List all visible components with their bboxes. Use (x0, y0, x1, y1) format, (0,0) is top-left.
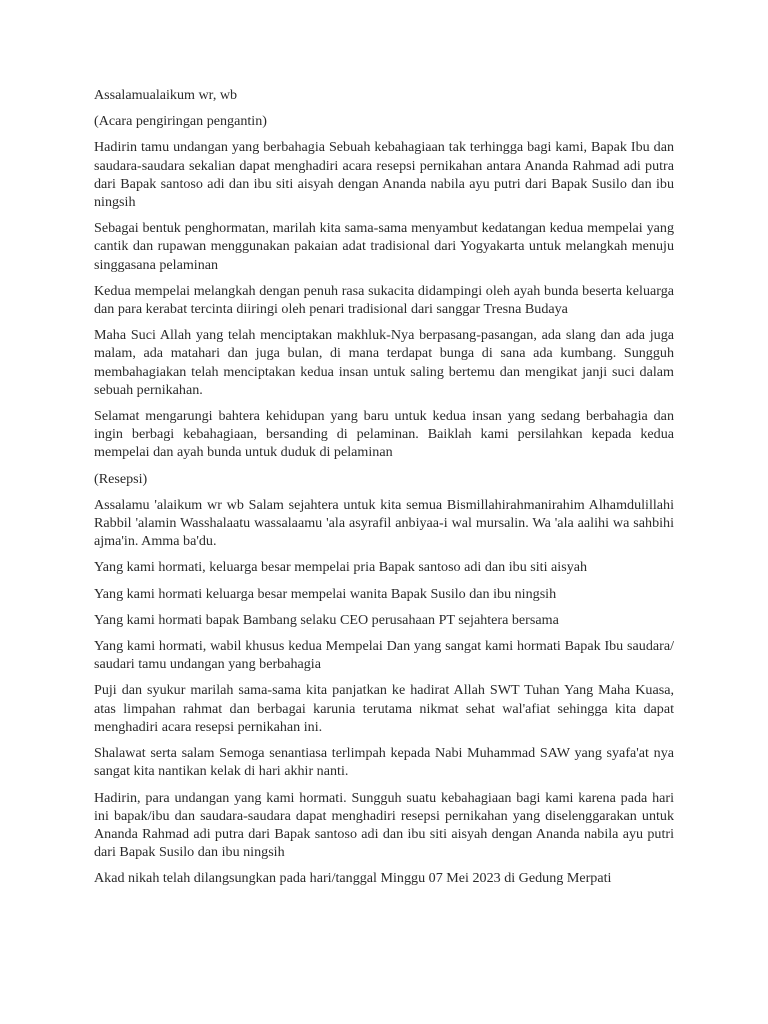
paragraph-respect-guests: Yang kami hormati, wabil khusus kedua Mempelai Dan yang sangat kami hormati Bapak Ibu saudara/ saudari tamu undangan yang berbahagia (94, 638, 674, 673)
paragraph-shalawat: Shalawat serta salam Semoga senantiasa terlimpah kepada Nabi Muhammad SAW yang syafa'at nya sangat kita nantikan kelak di hari akhir nanti. (94, 745, 674, 780)
paragraph-section-procession: (Acara pengiringan pengantin) (94, 113, 267, 130)
paragraph-congratulations: Selamat mengarungi bahtera kehidupan yang baru untuk kedua insan yang sedang berbahagia dan ingin berbagi kebahagiaan, bersanding di pelaminan. Baiklah kami persilahkan kepada kedua mempelai dan ayah bunda untuk duduk di pelaminan (94, 408, 674, 461)
paragraph-procession: Kedua mempelai melangkah dengan penuh rasa sukacita didampingi oleh ayah bunda beserta keluarga dan para kerabat tercinta diiringi oleh penari tradisional dari sanggar Tresna Budaya (94, 282, 674, 318)
paragraph-praise: Puji dan syukur marilah sama-sama kita panjatkan ke hadirat Allah SWT Tuhan Yang Maha Kuasa, atas limpahan rahmat dan berbagai karunia terutama nikmat sehat wal'afiat sehingga kita dapat menghadiri acara resepsi pernikahan ini. (94, 682, 674, 735)
paragraph-honor: Sebagai bentuk penghormatan, marilah kita sama-sama menyambut kedatangan kedua mempelai yang cantik dan rupawan menggunakan pakaian adat tradisional dari Yogyakarta untuk melangkah menuju singgasana pelaminan (94, 220, 674, 273)
paragraph-section-reception: (Resepsi) (94, 470, 148, 487)
paragraph-respect-groom-family: Yang kami hormati, keluarga besar mempelai pria Bapak santoso adi dan ibu siti aisyah (94, 559, 588, 576)
paragraph-opening-salam: Assalamu 'alaikum wr wb Salam sejahtera untuk kita semua Bismillahirahmanirahim Alhamdulillahi Rabbil 'alamin Wasshalaatu wassalaamu 'ala asyrafil anbiyaa-i wal mursalin. Wa 'ala aalihi wa sahbihi ajma'in. Amma ba'du. (94, 496, 674, 550)
paragraph-welcome: Hadirin tamu undangan yang berbahagia Sebuah kebahagiaan tak terhingga bagi kami, Bapak Ibu dan saudara-saudara sekalian dapat menghadiri acara resepsi pernikahan antara Ananda Rahmad adi putra dari Bapak santoso adi dan ibu siti aisyah dengan Ananda nabila ayu putri dari Bapak Susilo dan ibu ningsih (94, 139, 674, 211)
paragraph-maha-suci: Maha Suci Allah yang telah menciptakan makhluk-Nya berpasang-pasangan, ada slang dan ada juga malam, ada matahari dan juga bulan, di mana terdapat bunga di sana ada kumbang. Sungguh membahagiakan telah menciptakan kedua insan untuk saling bertemu dan mengikat janji suci dalam sebuah pernikahan. (94, 327, 674, 398)
paragraph-akad-nikah: Akad nikah telah dilangsungkan pada hari/tanggal Minggu 07 Mei 2023 di Gedung Merpati (94, 870, 612, 887)
paragraph-respect-ceo: Yang kami hormati bapak Bambang selaku CEO perusahaan PT sejahtera bersama (94, 611, 559, 628)
paragraph-guests-gratitude: Hadirin, para undangan yang kami hormati. Sungguh suatu kebahagiaan bagi kami karena pada hari ini bapak/ibu dan saudara-saudara dapat menghadiri resepsi pernikahan yang diselenggarakan untuk Ananda Rahmad adi putra dari Bapak santoso adi dan ibu siti aisyah dengan Ananda nabila ayu putri dari Bapak Susilo dan ibu ningsih (94, 789, 674, 861)
paragraph-greeting: Assalamualaikum wr, wb (94, 87, 238, 103)
paragraph-respect-bride-family: Yang kami hormati keluarga besar mempelai wanita Bapak Susilo dan ibu ningsih (94, 585, 557, 602)
